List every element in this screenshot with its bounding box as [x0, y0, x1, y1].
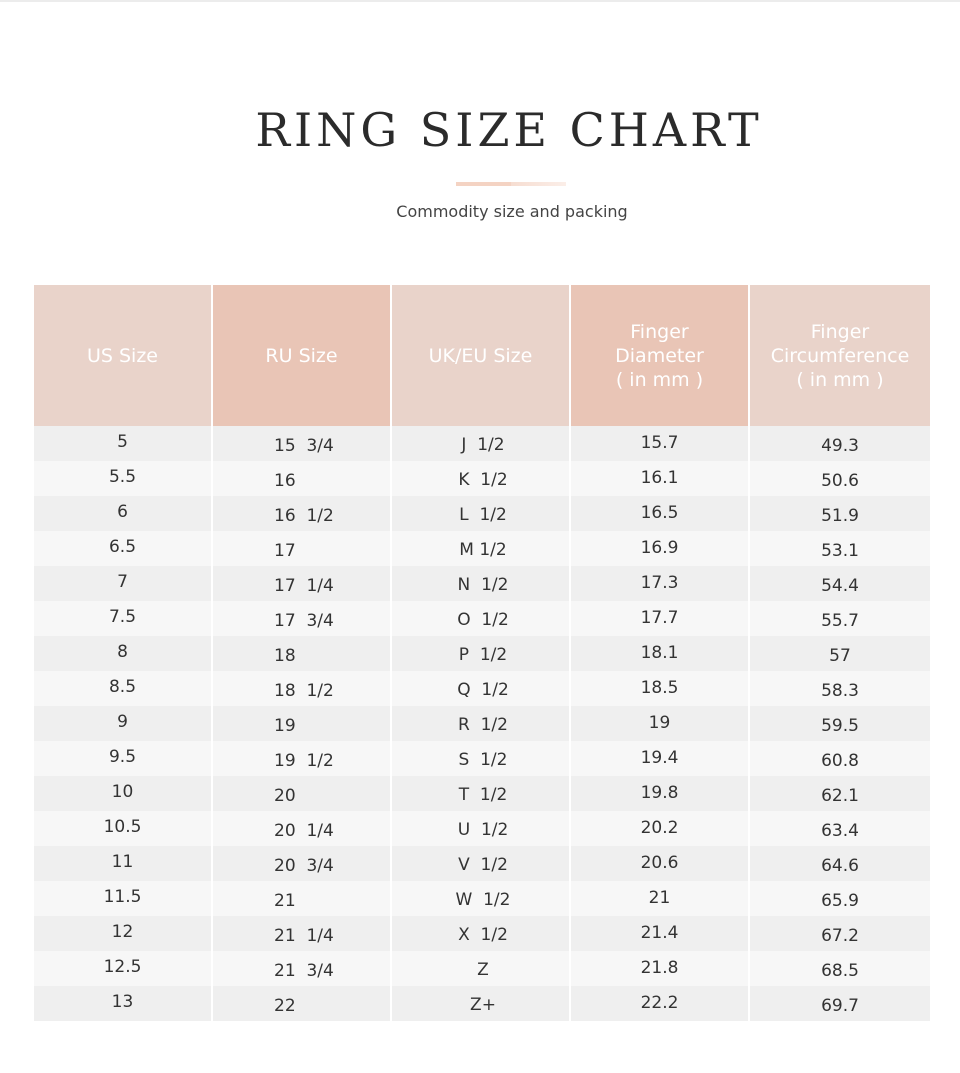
table-row: [34, 776, 930, 811]
finger-diameter-cell: 21.4: [571, 916, 750, 951]
uk-eu-size-cell: U 1/2: [392, 811, 571, 846]
uk-eu-size-cell: M 1/2: [392, 531, 571, 566]
ru-size-cell: 20 3/4: [213, 846, 392, 881]
us-size-cell: 6.5: [34, 531, 213, 566]
uk-eu-size-cell: P 1/2: [392, 636, 571, 671]
table-row: [34, 461, 930, 496]
finger-diameter-cell: 17.3: [571, 566, 750, 601]
us-size-cell: 5.5: [34, 461, 213, 496]
uk-eu-size-cell: V 1/2: [392, 846, 571, 881]
finger-diameter-cell: 16.5: [571, 496, 750, 531]
ru-size-cell: 16 1/2: [213, 496, 392, 531]
uk-eu-size-cell: S 1/2: [392, 741, 571, 776]
ru-size-cell: 21 1/4: [213, 916, 392, 951]
ru-size-cell: 21 3/4: [213, 951, 392, 986]
uk-eu-size-cell: J 1/2: [392, 426, 571, 461]
table-row: [34, 986, 930, 1021]
finger-circumference-cell: 57: [829, 645, 851, 666]
finger-diameter-cell: 20.2: [571, 811, 750, 846]
finger-diameter-cell: 22.2: [571, 986, 750, 1021]
finger-diameter-cell: 15.7: [571, 426, 750, 461]
ru-size-cell: 20 1/4: [213, 811, 392, 846]
us-size-cell: 8: [34, 636, 213, 671]
uk-eu-size-cell: K 1/2: [392, 461, 571, 496]
table-row: [34, 706, 930, 741]
uk-eu-size-cell: Z: [392, 951, 571, 986]
ru-size-cell: 17 3/4: [213, 601, 392, 636]
table-header-row: [34, 285, 930, 426]
table-row: [34, 496, 930, 531]
uk-eu-size-cell: Q 1/2: [392, 671, 571, 706]
ring-size-table: [34, 285, 930, 1021]
column-header-us-size: US Size: [34, 285, 213, 426]
finger-circumference-cell: 68.5: [821, 960, 859, 981]
uk-eu-size-cell: L 1/2: [392, 496, 571, 531]
finger-circumference-cell: 49.3: [821, 435, 859, 456]
column-header-uk-eu-size: UK/EU Size: [392, 285, 571, 426]
top-divider: [0, 0, 960, 2]
finger-diameter-cell: 20.6: [571, 846, 750, 881]
us-size-cell: 10: [34, 776, 213, 811]
accent-segment-left: [456, 182, 511, 186]
column-header-finger-diameter: Finger Diameter ( in mm ): [571, 285, 750, 426]
finger-circumference-cell: 65.9: [821, 890, 859, 911]
title-accent-line: [456, 182, 566, 186]
finger-circumference-cell: 69.7: [821, 995, 859, 1016]
finger-circumference-cell: 54.4: [821, 575, 859, 596]
column-header-ru-size: RU Size: [213, 285, 392, 426]
finger-diameter-cell: 19.4: [571, 741, 750, 776]
column-header-finger-circumference: Finger Circumference ( in mm ): [750, 285, 930, 426]
us-size-cell: 9: [34, 706, 213, 741]
table-row: [34, 601, 930, 636]
finger-circumference-cell: 58.3: [821, 680, 859, 701]
us-size-cell: 11.5: [34, 881, 213, 916]
finger-diameter-cell: 17.7: [571, 601, 750, 636]
finger-diameter-cell: 16.9: [571, 531, 750, 566]
uk-eu-size-cell: W 1/2: [392, 881, 571, 916]
ru-size-cell: 18: [213, 636, 392, 671]
ru-size-cell: 19: [213, 706, 392, 741]
table-row: [34, 741, 930, 776]
ru-size-cell: 15 3/4: [213, 426, 392, 461]
finger-circumference-cell: 67.2: [821, 925, 859, 946]
us-size-cell: 12: [34, 916, 213, 951]
page-title: RING SIZE CHART: [255, 103, 763, 157]
us-size-cell: 10.5: [34, 811, 213, 846]
ru-size-cell: 17 1/4: [213, 566, 392, 601]
us-size-cell: 11: [34, 846, 213, 881]
us-size-cell: 7.5: [34, 601, 213, 636]
finger-diameter-cell: 21: [571, 881, 750, 916]
ru-size-cell: 18 1/2: [213, 671, 392, 706]
us-size-cell: 13: [34, 986, 213, 1021]
uk-eu-size-cell: R 1/2: [392, 706, 571, 741]
table-row: [34, 916, 930, 951]
finger-circumference-cell: 51.9: [821, 505, 859, 526]
finger-circumference-cell: 59.5: [821, 715, 859, 736]
us-size-cell: 7: [34, 566, 213, 601]
finger-diameter-cell: 18.1: [571, 636, 750, 671]
finger-diameter-cell: 18.5: [571, 671, 750, 706]
table-row: [34, 811, 930, 846]
table-row: [34, 951, 930, 986]
table-row: [34, 566, 930, 601]
us-size-cell: 12.5: [34, 951, 213, 986]
table-row: [34, 426, 930, 461]
table-row: [34, 531, 930, 566]
ru-size-cell: 16: [213, 461, 392, 496]
uk-eu-size-cell: T 1/2: [392, 776, 571, 811]
ru-size-cell: 21: [213, 881, 392, 916]
finger-diameter-cell: 16.1: [571, 461, 750, 496]
finger-diameter-cell: 19: [571, 706, 750, 741]
us-size-cell: 8.5: [34, 671, 213, 706]
finger-circumference-cell: 60.8: [821, 750, 859, 771]
uk-eu-size-cell: Z+: [392, 986, 571, 1021]
ru-size-cell: 22: [213, 986, 392, 1021]
uk-eu-size-cell: N 1/2: [392, 566, 571, 601]
uk-eu-size-cell: O 1/2: [392, 601, 571, 636]
page-subtitle: Commodity size and packing: [396, 202, 628, 221]
table-row: [34, 881, 930, 916]
finger-circumference-cell: 55.7: [821, 610, 859, 631]
finger-circumference-cell: 53.1: [821, 540, 859, 561]
finger-circumference-cell: 62.1: [821, 785, 859, 806]
finger-diameter-cell: 19.8: [571, 776, 750, 811]
uk-eu-size-cell: X 1/2: [392, 916, 571, 951]
table-row: [34, 636, 930, 671]
finger-diameter-cell: 21.8: [571, 951, 750, 986]
ru-size-cell: 17: [213, 531, 392, 566]
finger-circumference-cell: 64.6: [821, 855, 859, 876]
finger-circumference-cell: 63.4: [821, 820, 859, 841]
us-size-cell: 9.5: [34, 741, 213, 776]
ru-size-cell: 19 1/2: [213, 741, 392, 776]
table-row: [34, 671, 930, 706]
ru-size-cell: 20: [213, 776, 392, 811]
us-size-cell: 5: [34, 426, 213, 461]
finger-circumference-cell: 50.6: [821, 470, 859, 491]
table-row: [34, 846, 930, 881]
us-size-cell: 6: [34, 496, 213, 531]
accent-segment-right: [511, 182, 566, 186]
table-body: [34, 426, 930, 1021]
